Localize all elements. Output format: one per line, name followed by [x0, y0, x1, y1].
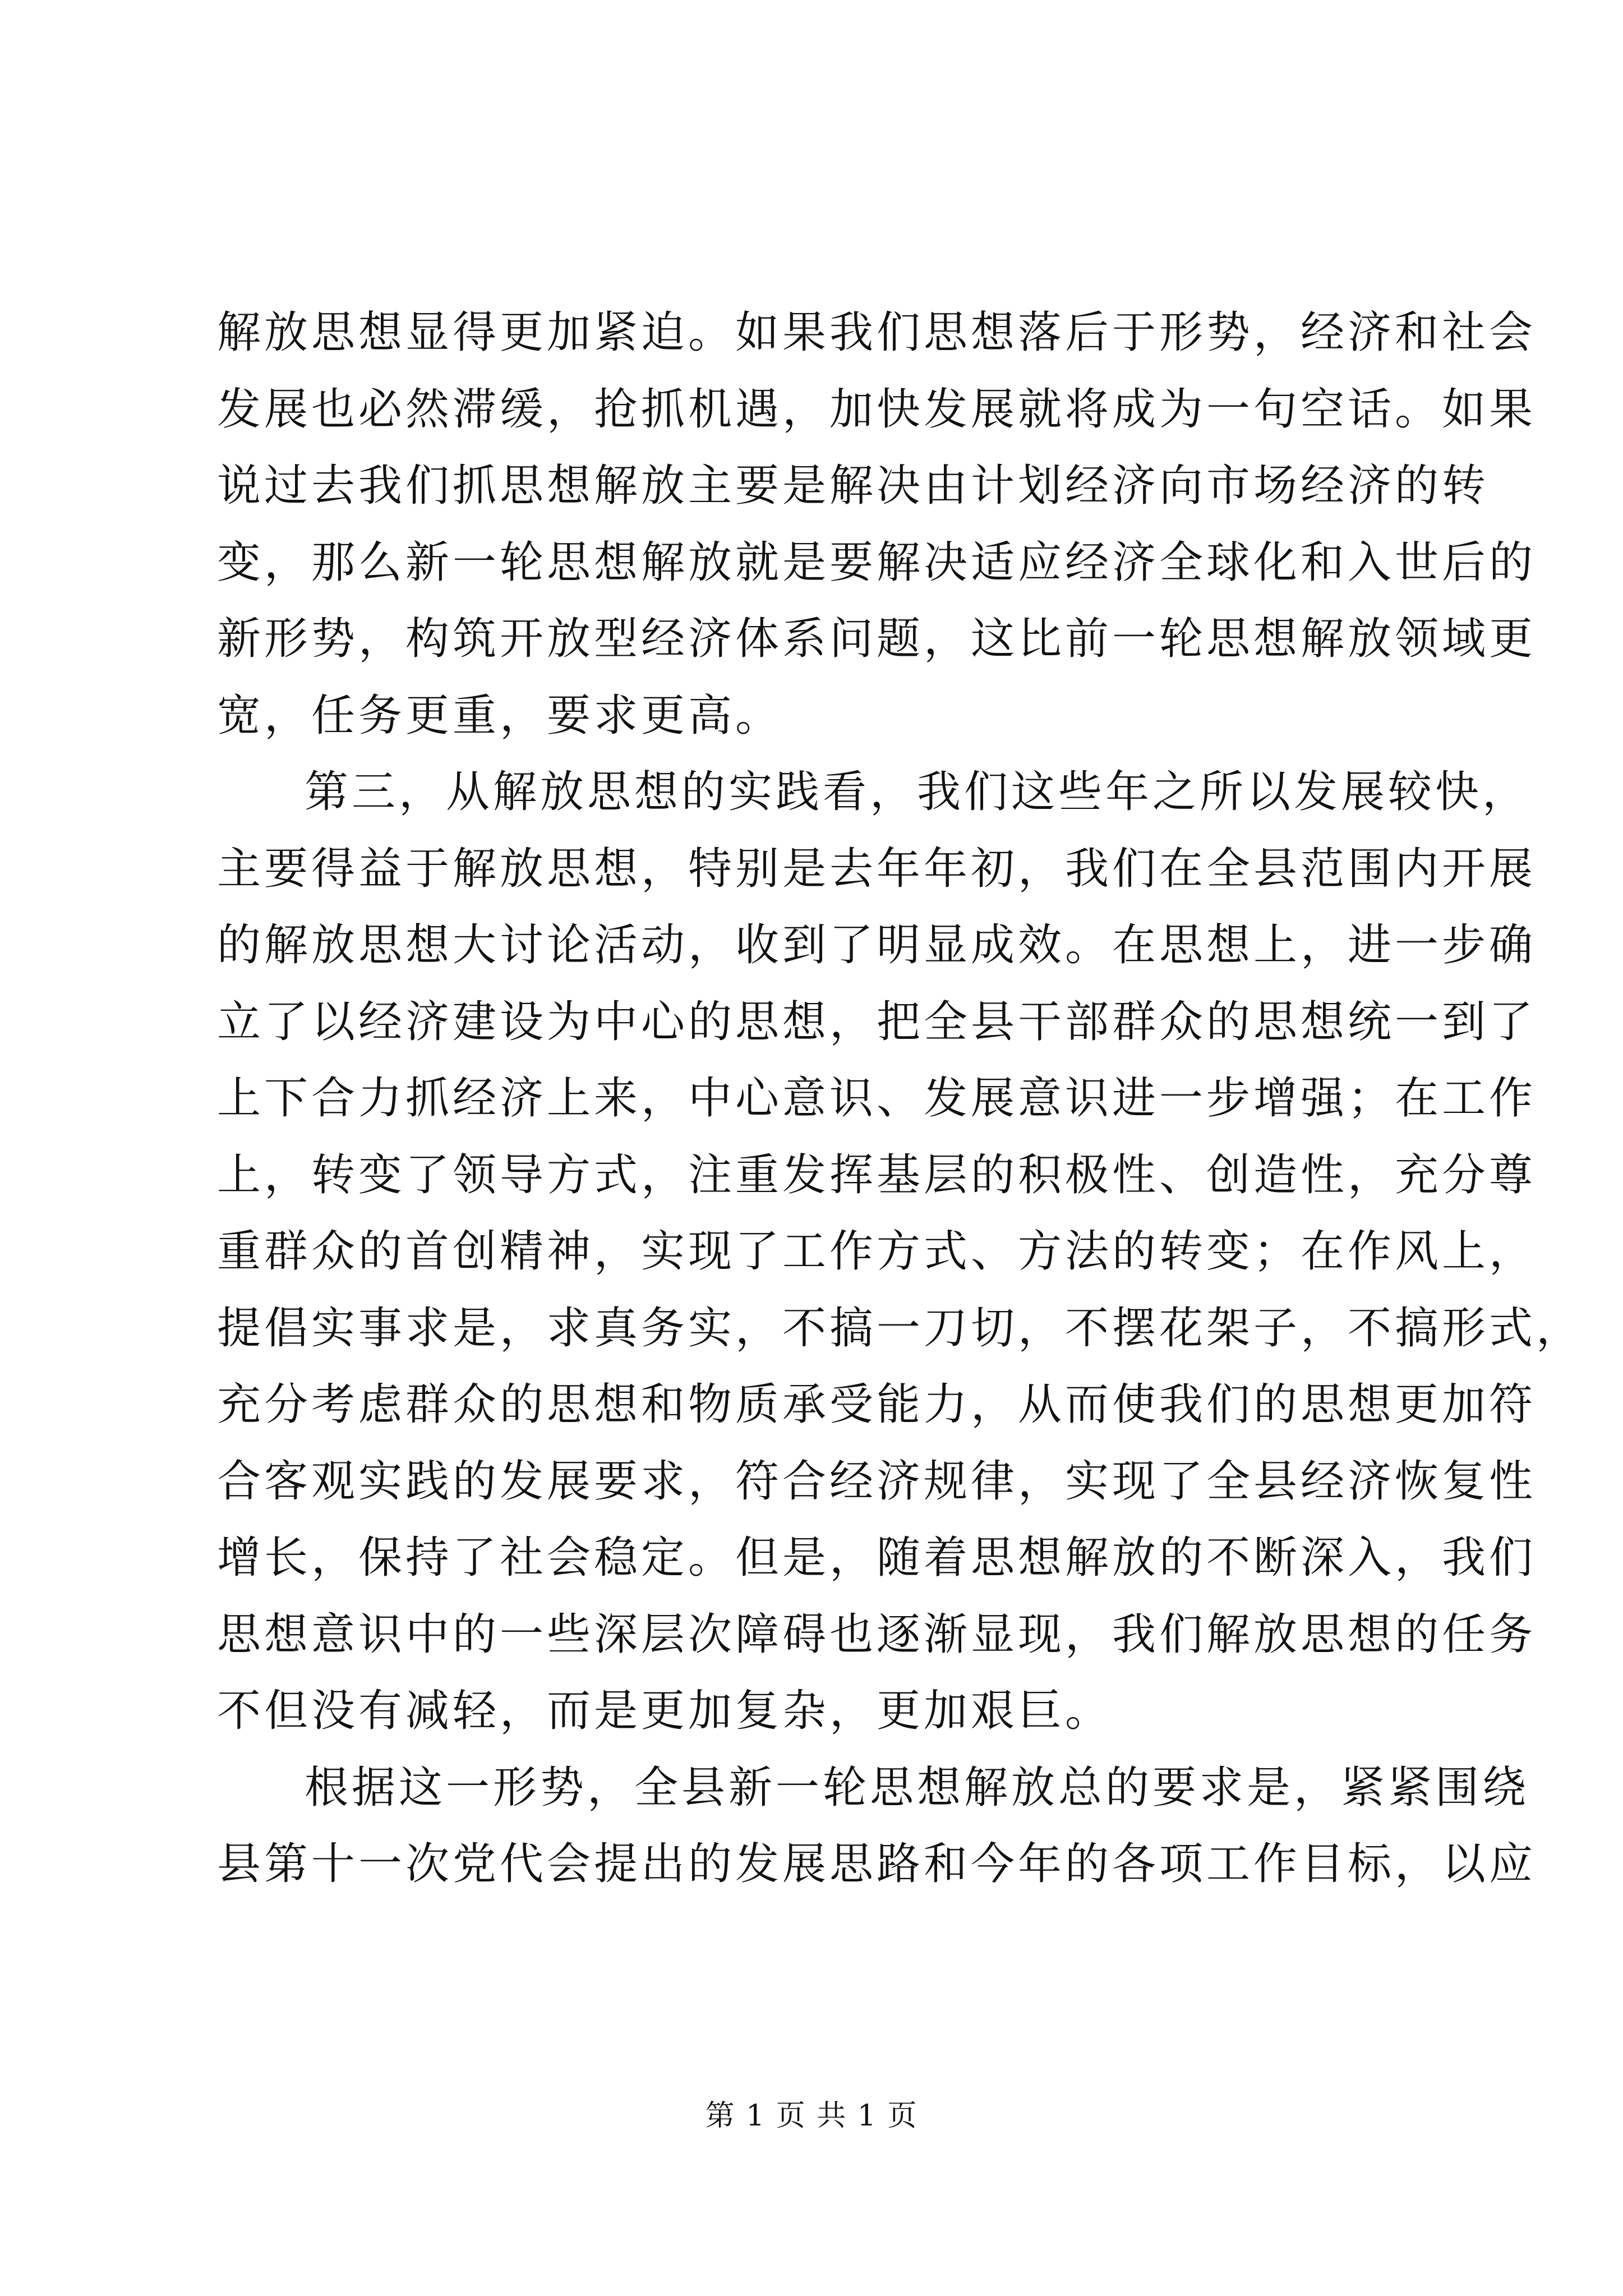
- document-body: [217, 295, 1584, 1903]
- text-line: 宽，任务更重，要求更高。: [217, 690, 783, 741]
- text-line: 立了以经济建设为中心的思想，把全县干部群众的思想统一到了: [217, 996, 1537, 1047]
- page-number: 第 1 页 共 1 页: [705, 2099, 918, 2133]
- text-line: 新形势，构筑开放型经济体系问题，这比前一轮思想解放领域更: [217, 614, 1537, 664]
- text-line: 重群众的首创精神，实现了工作方式、方法的转变；在作风上，: [217, 1226, 1537, 1277]
- text-line: 发展也必然滞缓，抢抓机遇，加快发展就将成为一句空话。如果: [217, 384, 1537, 435]
- text-line: 提倡实事求是，求真务实，不搞一刀切，不摆花架子，不搞形式，: [217, 1303, 1584, 1354]
- text-line: 说过去我们抓思想解放主要是解决由计划经济向市场经济的转: [217, 461, 1490, 511]
- paragraph-first-line: 第三，从解放思想的实践看，我们这些年之所以发展较快，: [305, 767, 1530, 817]
- text-line: 上，转变了领导方式，注重发挥基层的积极性、创造性，充分尊: [217, 1149, 1537, 1200]
- text-line: 充分考虑群众的思想和物质承受能力，从而使我们的思想更加符: [217, 1379, 1537, 1430]
- text-line: 增长，保持了社会稳定。但是，随着思想解放的不断深入，我们: [217, 1533, 1537, 1583]
- text-line: 变，那么新一轮思想解放就是要解决适应经济全球化和入世后的: [217, 537, 1537, 588]
- text-line: 思想意识中的一些深层次障碍也逐渐显现，我们解放思想的任务: [217, 1609, 1537, 1660]
- text-line: 解放思想显得更加紧迫。如果我们思想落后于形势，经济和社会: [217, 307, 1537, 358]
- text-line: 县第十一次党代会提出的发展思路和今年的各项工作目标，以应: [217, 1839, 1537, 1889]
- text-line: 不但没有减轻，而是更加复杂，更加艰巨。: [217, 1686, 1113, 1736]
- text-line: 的解放思想大讨论活动，收到了明显成效。在思想上，进一步确: [217, 920, 1537, 970]
- text-line: 主要得益于解放思想，特别是去年年初，我们在全县范围内开展: [217, 843, 1537, 894]
- text-line: 上下合力抓经济上来，中心意识、发展意识进一步增强；在工作: [217, 1073, 1537, 1124]
- text-line: 合客观实践的发展要求，符合经济规律，实现了全县经济恢复性: [217, 1456, 1537, 1507]
- page-footer: [0, 2096, 1623, 2136]
- paragraph-first-line: 根据这一形势，全县新一轮思想解放总的要求是，紧紧围绕: [305, 1762, 1530, 1813]
